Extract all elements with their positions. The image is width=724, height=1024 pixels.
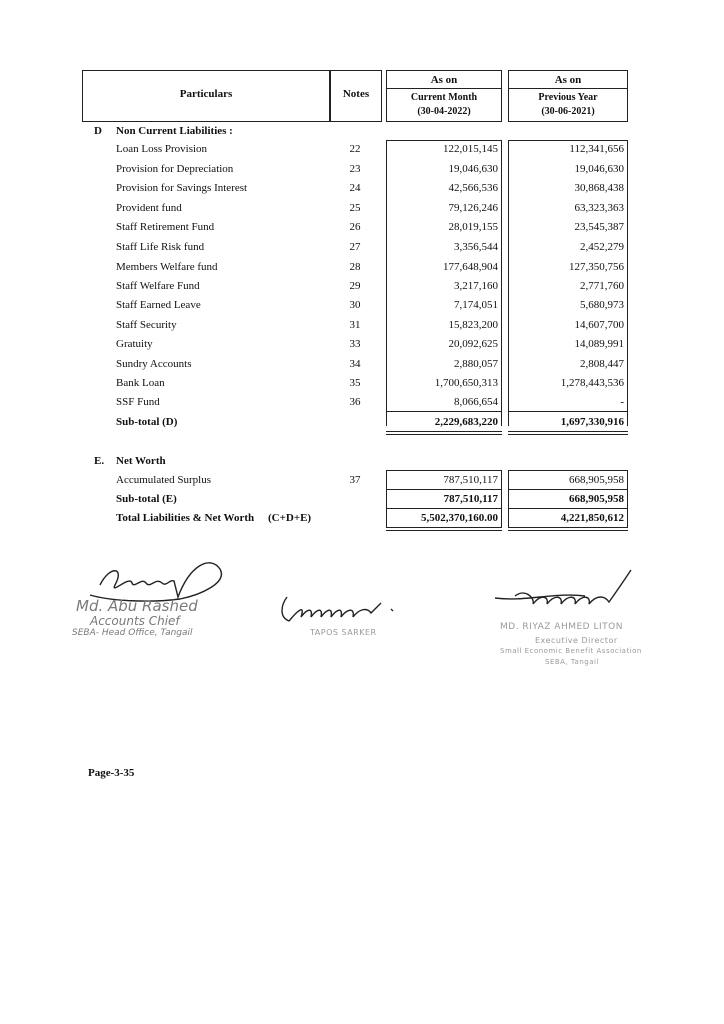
subtotal-e-previous: 668,905,958 xyxy=(569,493,624,505)
left-signatory-office: SEBA- Head Office, Tangail xyxy=(72,628,193,638)
total-previous-underline-2 xyxy=(508,530,628,531)
row-current: 3,217,160 xyxy=(454,280,498,292)
subtotal-e-current: 787,510,117 xyxy=(443,493,498,505)
right-signatory-org: Small Economic Benefit Association xyxy=(500,647,642,655)
subtotal-e-current-topline xyxy=(386,489,502,490)
section-e-letter: E. xyxy=(94,455,105,467)
previous-col-bottom-border xyxy=(508,411,628,412)
left-signatory-title: Accounts Chief xyxy=(90,614,180,628)
row-label: Staff Security xyxy=(116,319,177,331)
row-previous: 14,089,991 xyxy=(574,338,624,350)
current-col-right-border xyxy=(501,140,502,426)
row-previous: 63,323,363 xyxy=(574,202,624,214)
row-note: 25 xyxy=(349,202,361,214)
total-current-underline-2 xyxy=(386,530,502,531)
row-previous: 23,545,387 xyxy=(574,221,624,233)
row-label: Loan Loss Provision xyxy=(116,143,208,155)
row-note: 33 xyxy=(349,338,361,350)
current-header-divider xyxy=(386,88,502,89)
total-current: 5,502,370,160.00 xyxy=(421,512,498,524)
row-note: 35 xyxy=(349,377,361,389)
row-note: 37 xyxy=(349,474,361,486)
subtotal-d-previous: 1,697,330,916 xyxy=(560,416,624,428)
current-col-bottom-border xyxy=(386,411,502,412)
row-current: 787,510,117 xyxy=(443,474,498,486)
row-note: 26 xyxy=(349,221,361,233)
row-previous: 5,680,973 xyxy=(580,299,624,311)
subtotal-d-previous-underline xyxy=(508,431,628,432)
row-note: 28 xyxy=(349,261,361,273)
row-current: 15,823,200 xyxy=(448,319,498,331)
section-e-current-top xyxy=(386,470,502,471)
section-d-title: Non Current Liabilities : xyxy=(116,125,233,137)
row-current: 79,126,246 xyxy=(448,202,498,214)
row-current: 19,046,630 xyxy=(448,163,498,175)
row-label: Provision for Savings Interest xyxy=(116,182,248,194)
row-label: Staff Welfare Fund xyxy=(116,280,200,292)
row-current: 2,880,057 xyxy=(454,358,498,370)
row-previous: 2,452,279 xyxy=(580,241,624,253)
total-formula: (C+D+E) xyxy=(268,512,312,524)
row-label: Staff Retirement Fund xyxy=(116,221,215,233)
row-label: Accumulated Surplus xyxy=(116,474,212,486)
row-current: 177,648,904 xyxy=(443,261,498,273)
row-note: 31 xyxy=(349,319,361,331)
previous-as-on: As on xyxy=(554,74,582,86)
total-current-underline xyxy=(386,527,502,528)
section-e-current-right xyxy=(501,470,502,528)
row-current: 8,066,654 xyxy=(454,396,498,408)
previous-col-top-border xyxy=(508,140,628,141)
section-d-letter: D xyxy=(94,125,102,137)
row-previous: - xyxy=(620,396,624,408)
previous-col-right-border xyxy=(627,140,628,426)
row-current: 7,174,051 xyxy=(454,299,498,311)
row-note: 36 xyxy=(349,396,361,408)
row-current: 3,356,544 xyxy=(454,241,498,253)
row-label: Provision for Depreciation xyxy=(116,163,234,175)
particulars-header: Particulars xyxy=(179,88,233,100)
subtotal-e-previous-topline xyxy=(508,489,628,490)
current-col-top-border xyxy=(386,140,502,141)
row-label: Staff Earned Leave xyxy=(116,299,201,311)
row-previous: 112,341,656 xyxy=(569,143,624,155)
row-label: Staff Life Risk fund xyxy=(116,241,205,253)
previous-header-divider xyxy=(508,88,628,89)
previous-year-label: Previous Year xyxy=(538,92,598,103)
subtotal-e-previous-underline xyxy=(508,508,628,509)
row-current: 1,700,650,313 xyxy=(434,377,498,389)
notes-header: Notes xyxy=(342,88,370,100)
row-previous: 14,607,700 xyxy=(574,319,624,331)
row-note: 29 xyxy=(349,280,361,292)
row-note: 24 xyxy=(349,182,361,194)
row-previous: 2,771,760 xyxy=(580,280,624,292)
previous-year-date: (30-06-2021) xyxy=(541,106,595,117)
row-note: 27 xyxy=(349,241,361,253)
row-label: Sundry Accounts xyxy=(116,358,192,370)
row-current: 42,566,536 xyxy=(448,182,498,194)
total-label: Total Liabilities & Net Worth xyxy=(116,512,255,524)
section-e-previous-right xyxy=(627,470,628,528)
row-note: 22 xyxy=(349,143,361,155)
row-previous: 2,808,447 xyxy=(580,358,624,370)
row-label: Gratuity xyxy=(116,338,153,350)
row-previous: 30,868,438 xyxy=(574,182,624,194)
total-previous: 4,221,850,612 xyxy=(560,512,624,524)
row-label: Bank Loan xyxy=(116,377,165,389)
row-current: 28,019,155 xyxy=(448,221,498,233)
current-as-on: As on xyxy=(430,74,458,86)
row-note: 30 xyxy=(349,299,361,311)
page-number: Page-3-35 xyxy=(88,767,135,779)
right-signatory-title: Executive Director xyxy=(535,636,618,645)
row-note: 23 xyxy=(349,163,361,175)
row-previous: 668,905,958 xyxy=(569,474,624,486)
total-previous-underline xyxy=(508,527,628,528)
right-signature xyxy=(485,568,645,628)
subtotal-e-label: Sub-total (E) xyxy=(116,493,177,505)
row-label: SSF Fund xyxy=(116,396,160,408)
row-current: 20,092,625 xyxy=(448,338,498,350)
left-signatory-name: Md. Abu Rashed xyxy=(76,597,198,615)
subtotal-d-previous-underline-2 xyxy=(508,434,628,435)
subtotal-d-current-underline-2 xyxy=(386,434,502,435)
subtotal-d-label: Sub-total (D) xyxy=(116,416,178,428)
row-current: 122,015,145 xyxy=(443,143,498,155)
row-label: Members Welfare fund xyxy=(116,261,218,273)
row-previous: 19,046,630 xyxy=(574,163,624,175)
current-month-date: (30-04-2022) xyxy=(417,106,471,117)
subtotal-d-current-underline xyxy=(386,431,502,432)
row-previous: 1,278,443,536 xyxy=(560,377,624,389)
section-e-title: Net Worth xyxy=(116,455,166,467)
section-e-previous-top xyxy=(508,470,628,471)
right-signatory-short: SEBA, Tangail xyxy=(545,658,599,666)
subtotal-d-current: 2,229,683,220 xyxy=(434,416,498,428)
subtotal-e-current-underline xyxy=(386,508,502,509)
right-signatory-name: MD. RIYAZ AHMED LITON xyxy=(500,622,623,632)
row-note: 34 xyxy=(349,358,361,370)
current-month-label: Current Month xyxy=(410,92,478,103)
row-label: Provident fund xyxy=(116,202,182,214)
row-previous: 127,350,756 xyxy=(569,261,624,273)
middle-signatory-name: TAPOS SARKER xyxy=(310,628,377,637)
